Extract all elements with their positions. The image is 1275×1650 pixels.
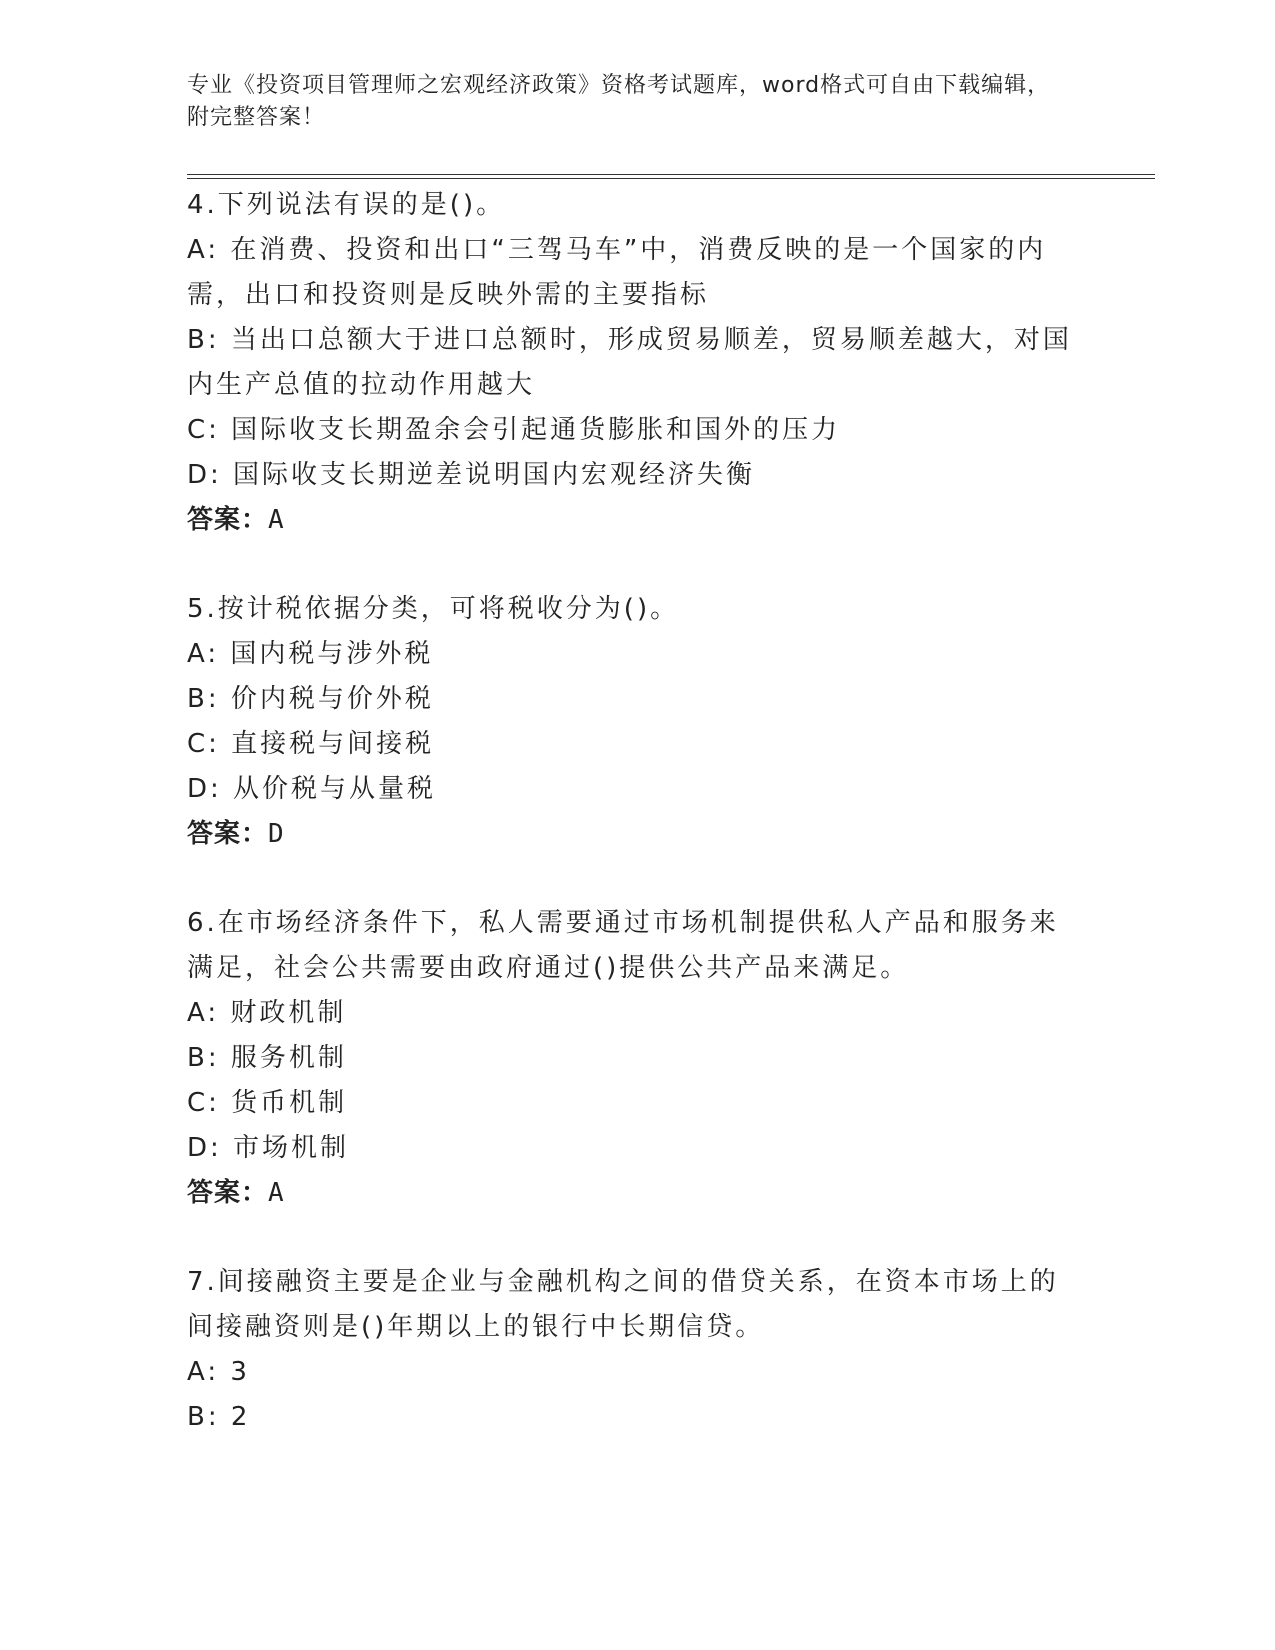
option-d: D: 从价税与从量税 xyxy=(187,774,437,804)
answer-label: 答案： xyxy=(187,505,269,535)
question-5 xyxy=(187,587,1087,857)
answer-line xyxy=(187,1171,1087,1216)
option-c: C: 直接税与间接税 xyxy=(187,729,435,759)
question-4 xyxy=(187,183,1087,543)
option-a: A: 国内税与涉外税 xyxy=(187,639,434,669)
document-header: 专业《投资项目管理师之宏观经济政策》资格考试题库，word格式可自由下载编辑，附完整答案！ xyxy=(187,73,1051,130)
question-7 xyxy=(187,1260,1087,1440)
answer-label: 答案： xyxy=(187,1178,269,1208)
option-a: A: 在消费、投资和出口“三驾马车”中，消费反映的是一个国家的内需，出口和投资则是反映外需的主要指标 xyxy=(187,235,1047,310)
document-page xyxy=(187,70,1087,1484)
option-b: B: 2 xyxy=(187,1402,251,1432)
option-b: B: 服务机制 xyxy=(187,1043,347,1073)
answer-value: A xyxy=(268,1178,285,1208)
answer-value: A xyxy=(268,505,285,535)
header-divider xyxy=(187,174,1155,179)
option-d: D: 市场机制 xyxy=(187,1133,350,1163)
option-b: B: 当出口总额大于进口总额时，形成贸易顺差，贸易顺差越大，对国内生产总值的拉动作用越大 xyxy=(187,325,1072,400)
question-stem: 5.按计税依据分类，可将税收分为()。 xyxy=(187,594,680,624)
question-stem: 6.在市场经济条件下，私人需要通过市场机制提供私人产品和服务来满足，社会公共需要由政府通过()提供公共产品来满足。 xyxy=(187,908,1059,983)
question-6 xyxy=(187,901,1087,1216)
question-stem: 4.下列说法有误的是()。 xyxy=(187,190,506,220)
option-c: C: 国际收支长期盈余会引起通货膨胀和国外的压力 xyxy=(187,415,841,445)
option-a: A: 财政机制 xyxy=(187,998,347,1028)
option-b: B: 价内税与价外税 xyxy=(187,684,434,714)
answer-label: 答案： xyxy=(187,819,269,849)
option-d: D: 国际收支长期逆差说明国内宏观经济失衡 xyxy=(187,460,756,490)
option-a: A: 3 xyxy=(187,1357,250,1387)
question-stem: 7.间接融资主要是企业与金融机构之间的借贷关系，在资本市场上的间接融资则是()年期以上的银行中长期信贷。 xyxy=(187,1267,1059,1342)
question-list xyxy=(187,183,1087,1440)
answer-line xyxy=(187,498,1087,543)
answer-value: D xyxy=(268,819,285,849)
answer-line xyxy=(187,812,1087,857)
option-c: C: 货币机制 xyxy=(187,1088,348,1118)
